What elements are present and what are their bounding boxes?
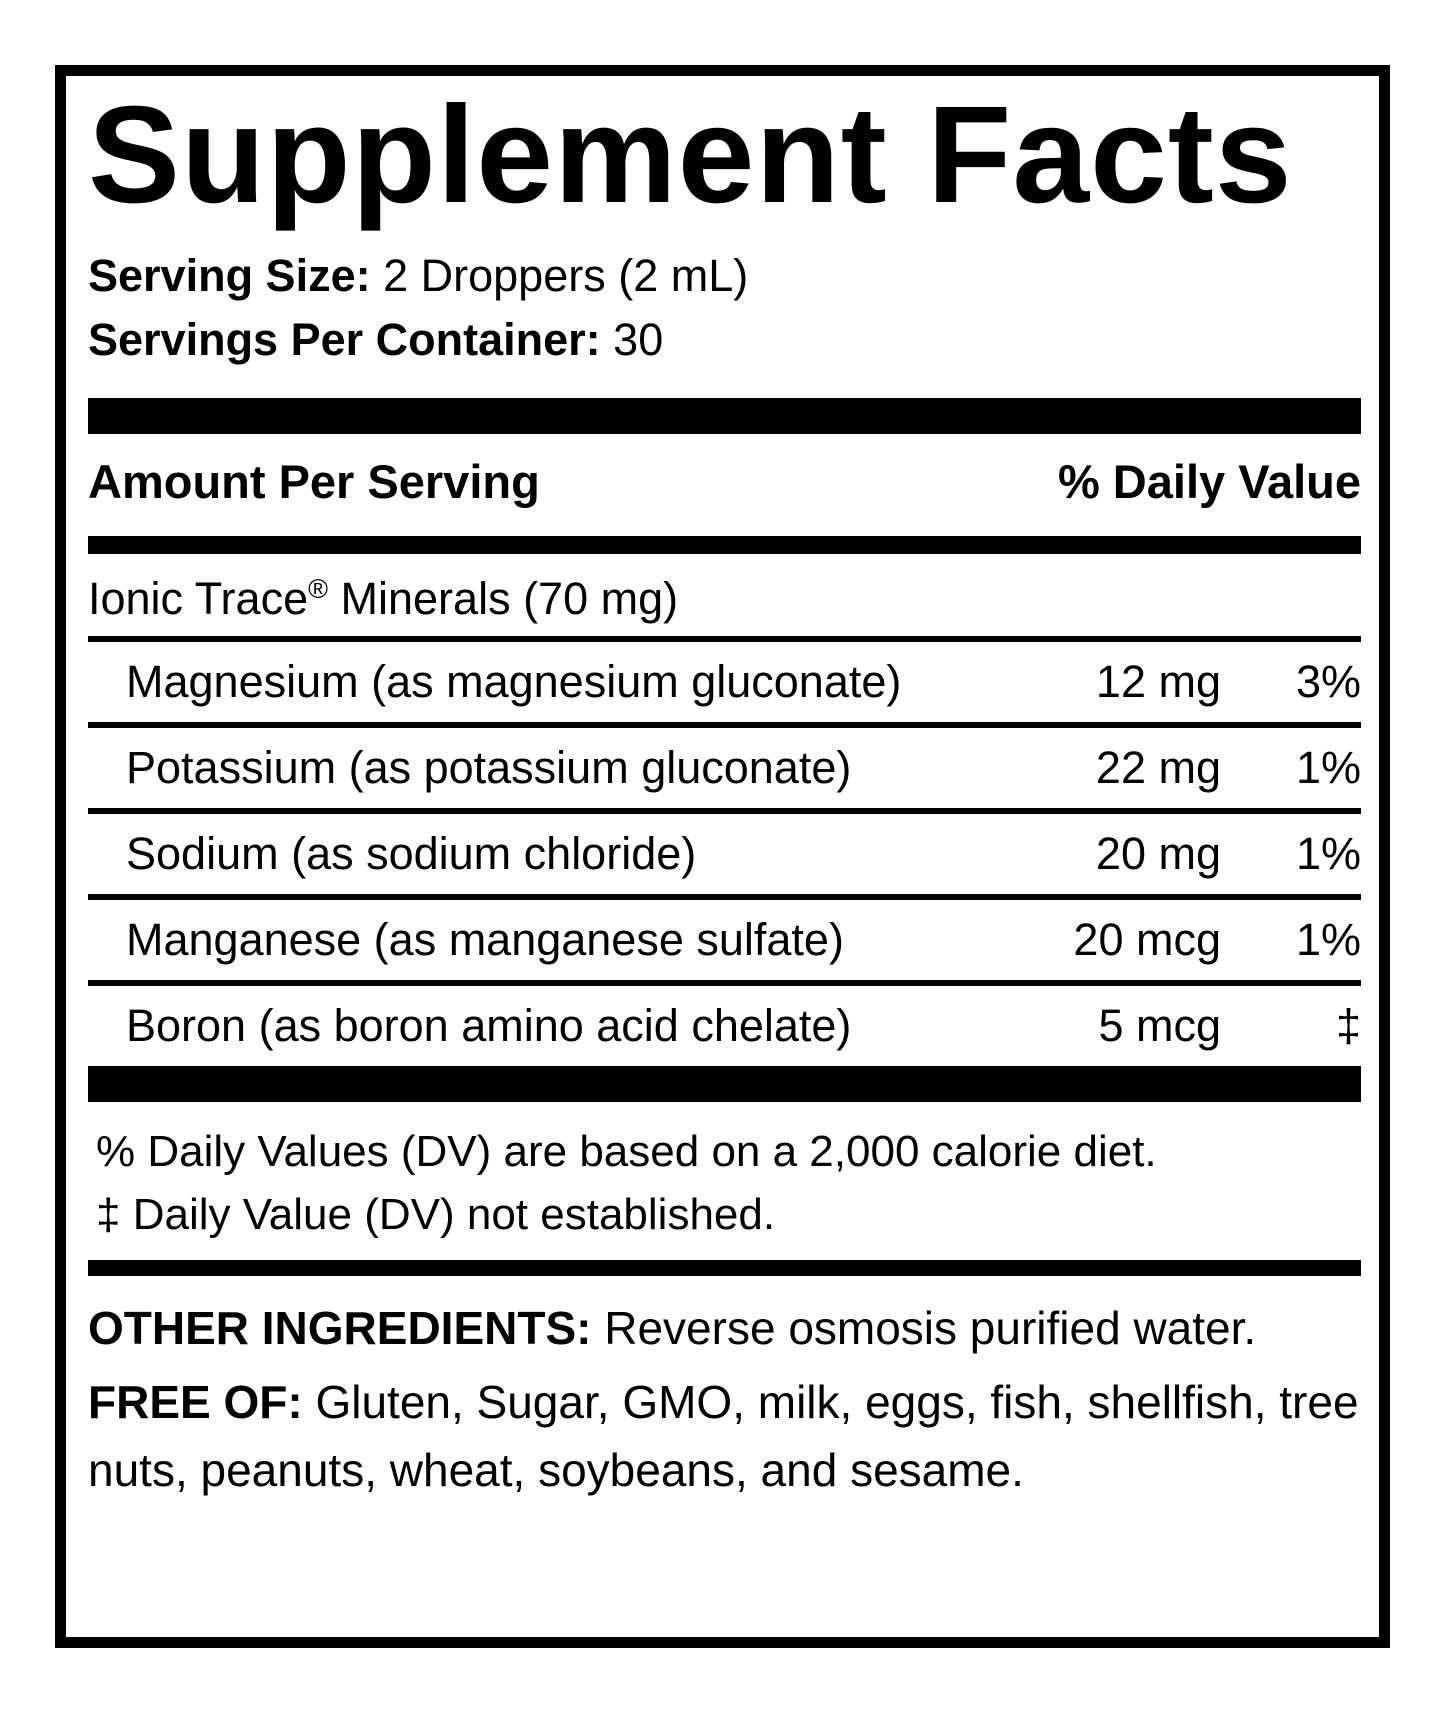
serving-size-value: 2 Droppers (2 mL) bbox=[383, 250, 749, 301]
panel-title: Supplement Facts bbox=[88, 78, 1293, 232]
other-ingredients-paragraph bbox=[88, 1294, 1361, 1362]
ingredients-section bbox=[88, 1294, 1361, 1504]
amount-per-serving-header: Amount Per Serving bbox=[88, 455, 540, 508]
supplement-facts-panel bbox=[55, 65, 1390, 1648]
free-of-paragraph bbox=[88, 1368, 1361, 1504]
footnote-not-established: ‡ Daily Value (DV) not established. bbox=[96, 1190, 776, 1239]
free-of-value: Gluten, Sugar, GMO, milk, eggs, fish, shellfish, tree nuts, peanuts, wheat, soybeans, and sesame. bbox=[88, 1376, 1359, 1496]
footnotes-block bbox=[88, 1102, 1361, 1260]
registered-trademark-symbol: ® bbox=[308, 574, 329, 604]
ingredient-group-row bbox=[88, 554, 1361, 636]
divider-thick-top bbox=[88, 398, 1361, 434]
divider-small-footnote bbox=[88, 1260, 1361, 1276]
other-ingredients-value: Reverse osmosis purified water. bbox=[591, 1302, 1257, 1354]
ingredient-daily-value: 1% bbox=[1295, 914, 1361, 965]
ingredient-amount: 22 mg bbox=[1095, 742, 1221, 793]
ingredient-name: Manganese (as manganese sulfate) bbox=[126, 914, 844, 965]
ingredient-amount: 5 mcg bbox=[1098, 1000, 1221, 1051]
ingredient-daily-value: 1% bbox=[1295, 742, 1361, 793]
ingredient-daily-value: 1% bbox=[1295, 828, 1361, 879]
column-header-row bbox=[88, 434, 1361, 536]
ingredient-daily-value: 3% bbox=[1295, 656, 1361, 707]
daily-value-header: % Daily Value bbox=[1057, 455, 1361, 508]
serving-size-line bbox=[88, 244, 1361, 308]
table-row-magnesium bbox=[88, 642, 1361, 722]
table-row-potassium bbox=[88, 728, 1361, 808]
serving-info bbox=[88, 244, 1361, 372]
group-brand: Ionic Trace bbox=[88, 573, 309, 624]
ingredient-name: Sodium (as sodium chloride) bbox=[126, 828, 697, 879]
footnote-daily-values: % Daily Values (DV) are based on a 2,000 calorie diet. bbox=[96, 1127, 1157, 1176]
group-rest: Minerals (70 mg) bbox=[328, 573, 679, 624]
servings-per-container-line bbox=[88, 308, 1361, 372]
serving-size-label: Serving Size: bbox=[88, 250, 371, 301]
ingredient-amount: 20 mg bbox=[1095, 828, 1221, 879]
other-ingredients-label: OTHER INGREDIENTS: bbox=[88, 1302, 592, 1354]
divider-thick-bottom bbox=[88, 1066, 1361, 1102]
ingredient-name: Boron (as boron amino acid chelate) bbox=[126, 1000, 852, 1051]
table-row-boron bbox=[88, 986, 1361, 1066]
ingredient-name: Potassium (as potassium gluconate) bbox=[126, 742, 852, 793]
table-row-sodium bbox=[88, 814, 1361, 894]
ingredient-name: Magnesium (as magnesium gluconate) bbox=[126, 656, 902, 707]
ingredient-amount: 20 mcg bbox=[1073, 914, 1221, 965]
servings-per-container-label: Servings Per Container: bbox=[88, 314, 601, 365]
servings-per-container-value: 30 bbox=[613, 314, 664, 365]
ingredient-amount: 12 mg bbox=[1095, 656, 1221, 707]
table-row-manganese bbox=[88, 900, 1361, 980]
free-of-label: FREE OF: bbox=[88, 1376, 303, 1428]
divider-medium-header bbox=[88, 536, 1361, 554]
ingredient-daily-value: ‡ bbox=[1335, 1000, 1361, 1051]
